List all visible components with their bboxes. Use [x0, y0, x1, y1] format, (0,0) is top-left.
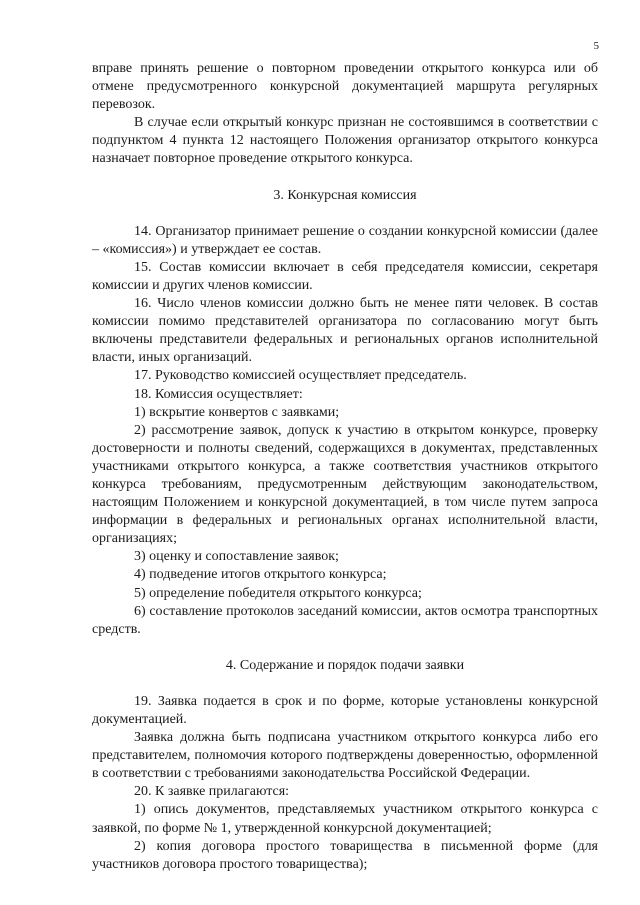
list-item-18-2: 2) рассмотрение заявок, допуск к участию в открытом конкурсе, проверку достоверности и полноты сведений, содержащихся в документах, представленных участниками открытого конкурса, а также соответствия участников открытого конкурса требованиям, предусмотренным действующим законодательством, настоящим Положением и конкурсной документацией, в том числе путем запроса информации в федеральных и региональных органах исполнительной власти, организациях; [92, 422, 598, 547]
paragraph-17: 17. Руководство комиссией осуществляет председатель. [134, 368, 467, 384]
document-body [92, 60, 598, 874]
paragraph-continuation: вправе принять решение о повторном проведении открытого конкурса или об отмене предусмотренного конкурсной документацией маршрута регулярных перевозок. [92, 61, 598, 113]
list-item-18-5: 5) определение победителя открытого конкурса; [134, 585, 422, 601]
list-item-18-6: 6) составление протоколов заседаний комиссии, актов осмотра транспортных средств. [92, 603, 598, 637]
paragraph-18: 18. Комиссия осуществляет: [134, 386, 303, 402]
paragraph-19: 19. Заявка подается в срок и по форме, которые установлены конкурсной документацией. [92, 693, 598, 727]
page-number: 5 [593, 40, 599, 52]
list-item-18-1: 1) вскрытие конвертов с заявками; [134, 404, 340, 420]
section-heading-commission: 3. Конкурсная комиссия [273, 187, 417, 203]
paragraph-repeat-contest: В случае если открытый конкурс признан не состоявшимся в соответствии с подпунктом 4 пункта 12 настоящего Положения организатор открытого конкурса назначает повторное проведение открытого конкурса. [92, 115, 598, 167]
paragraph-19-signature: Заявка должна быть подписана участником открытого конкурса либо его представителем, полномочия которого подтверждены доверенностью, оформленной в соответствии с требованиями законодательства Российской Федерации. [92, 730, 598, 782]
list-item-18-4: 4) подведение итогов открытого конкурса; [134, 567, 387, 583]
list-item-18-3: 3) оценку и сопоставление заявок; [134, 549, 339, 565]
paragraph-16: 16. Число членов комиссии должно быть не менее пяти человек. В состав комиссии помимо представителей организатора по согласованию могут быть включены представители федеральных и региональных органов исполнительной власти, иных организаций. [92, 296, 598, 366]
section-heading-application: 4. Содержание и порядок подачи заявки [225, 657, 465, 673]
paragraph-14: 14. Организатор принимает решение о создании конкурсной комиссии (далее – «комиссия») и утверждает ее состав. [92, 223, 598, 257]
list-item-20-1: 1) опись документов, представляемых участником открытого конкурса с заявкой, по форме № 1, утвержденной конкурсной документацией; [92, 802, 598, 836]
list-item-20-2: 2) копия договора простого товарищества в письменной форме (для участников договора простого товарищества); [92, 838, 598, 872]
paragraph-20: 20. К заявке прилагаются: [134, 784, 290, 800]
paragraph-15: 15. Состав комиссии включает в себя председателя комиссии, секретаря комиссии и других членов комиссии. [92, 259, 598, 293]
